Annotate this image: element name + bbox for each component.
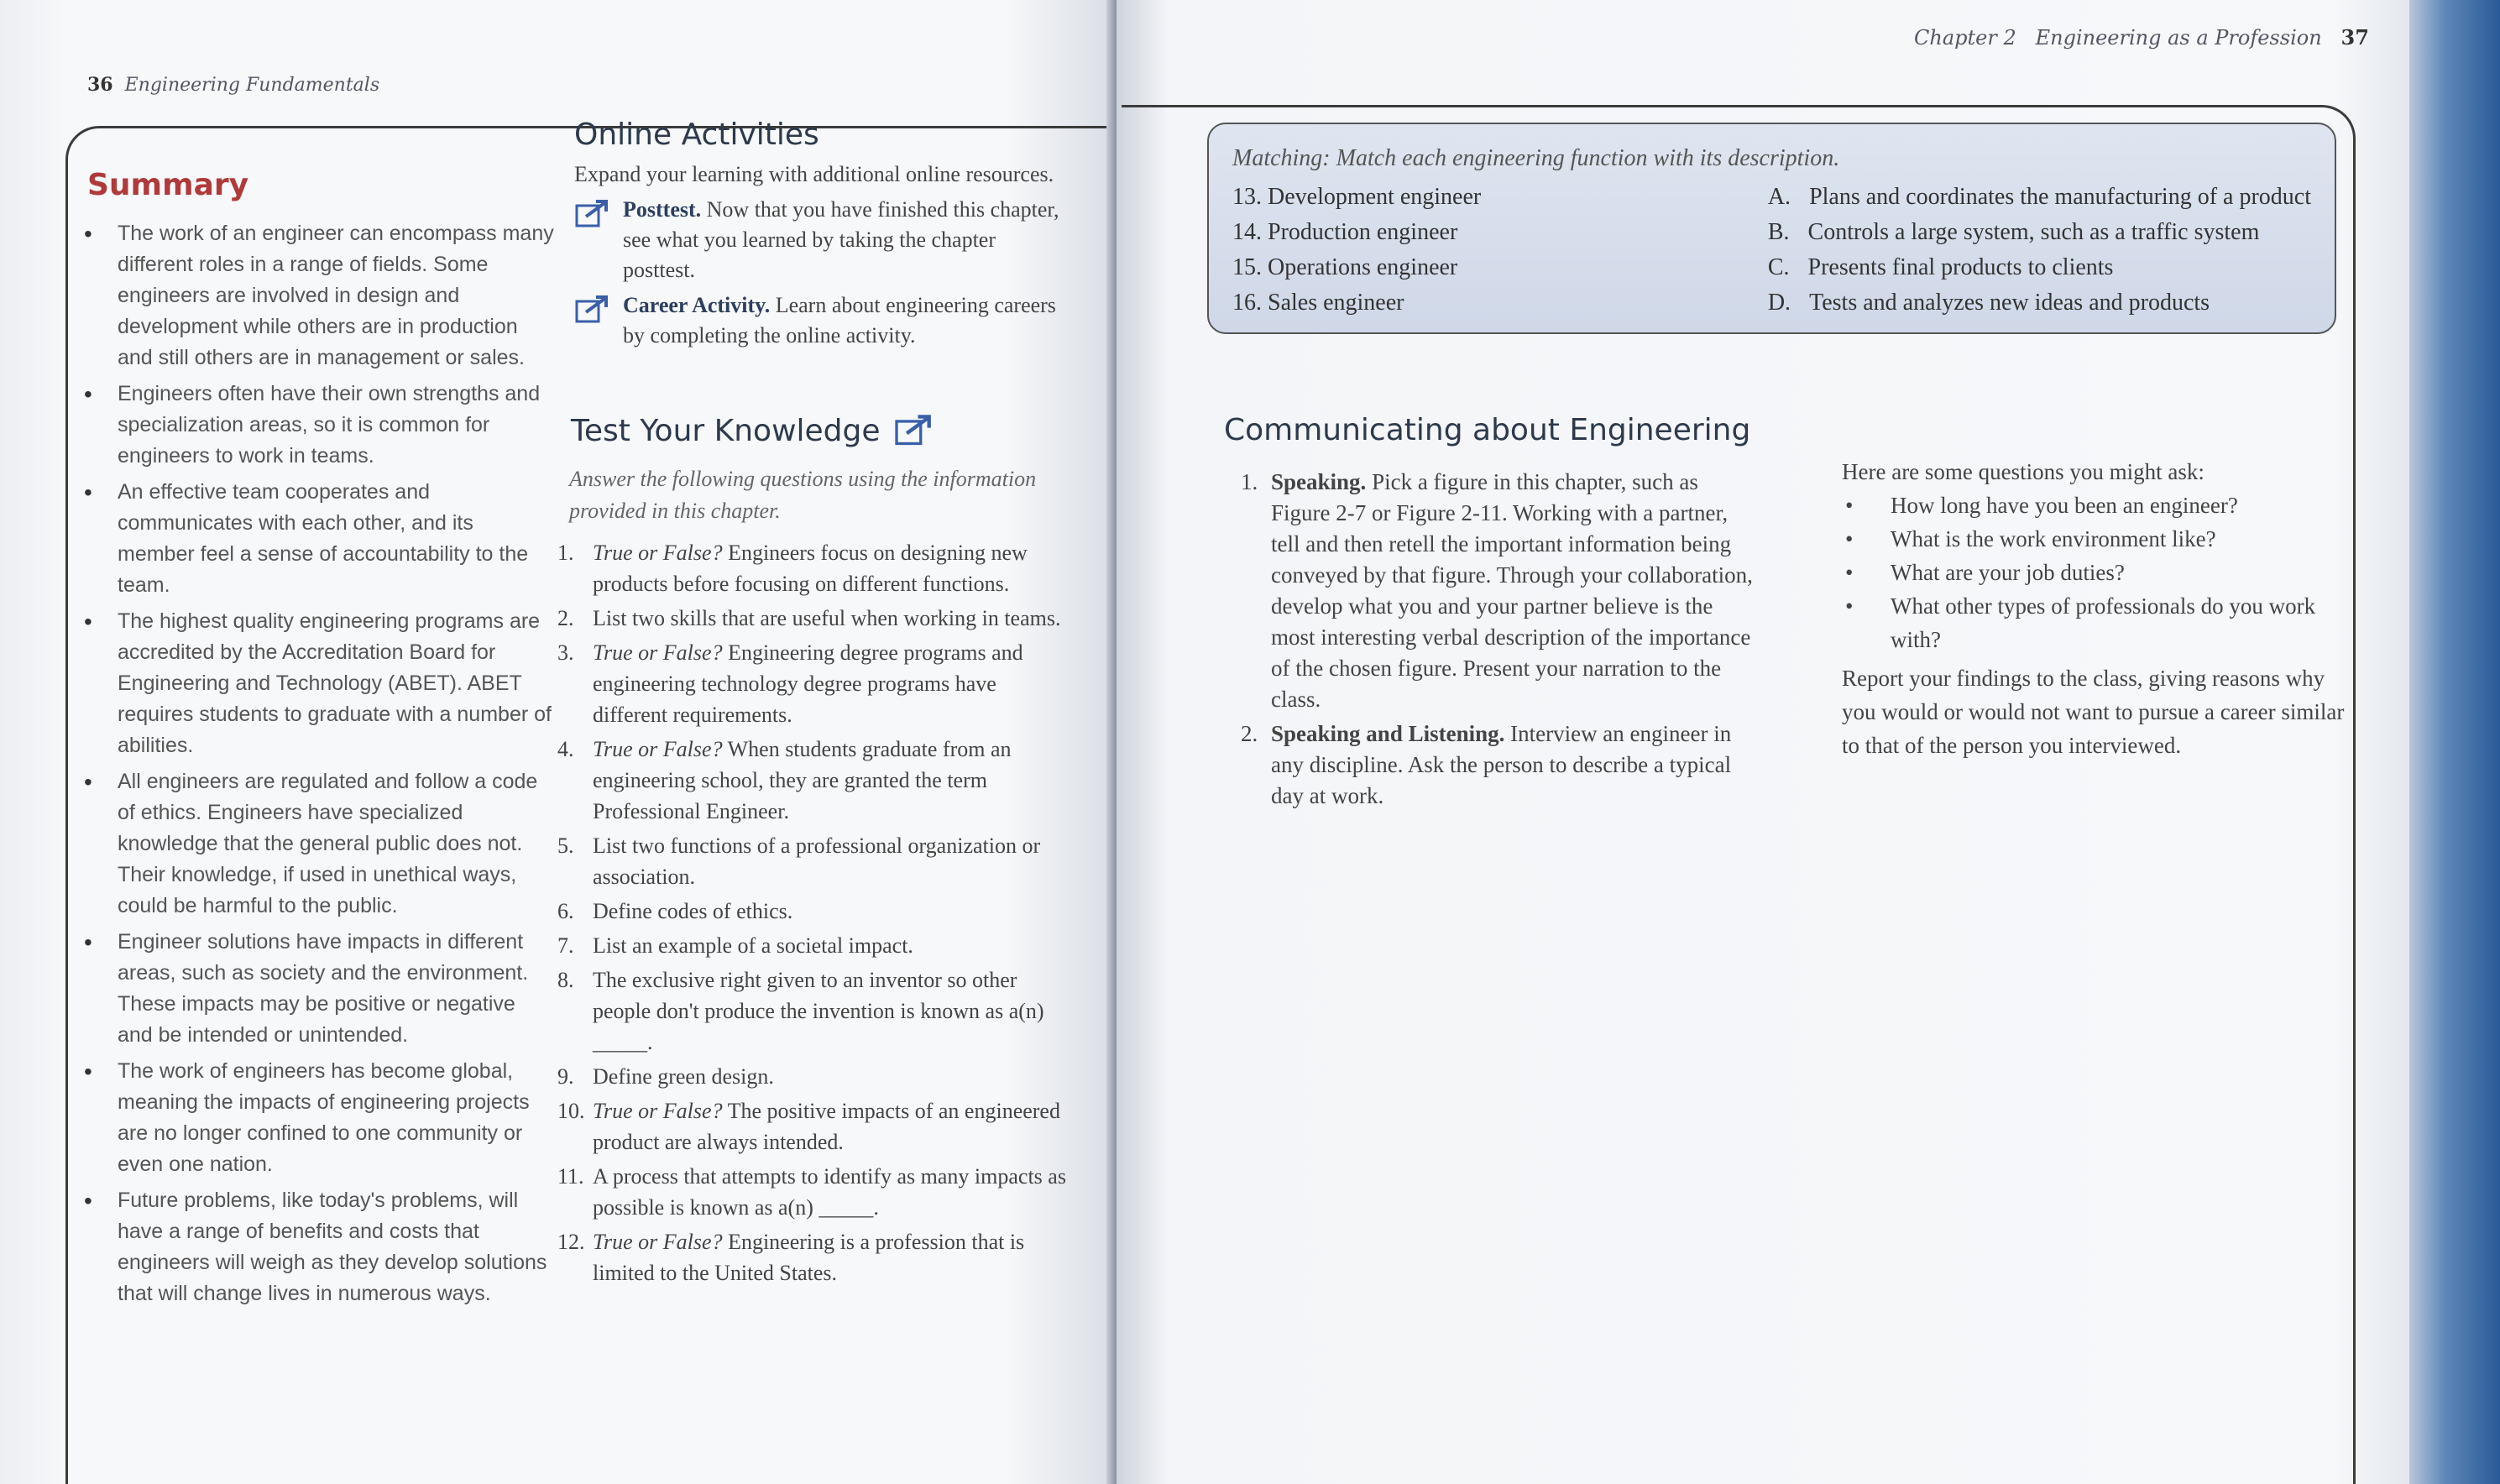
matching-term: 15. Operations engineer	[1232, 254, 1458, 280]
ask-intro: Here are some questions you might ask:	[1842, 459, 2204, 484]
matching-grid	[1232, 180, 2311, 321]
matching-box	[1207, 123, 2336, 334]
online-activities-intro: Expand your learning with additional online resources.	[574, 162, 1054, 186]
posttest-label: Posttest.	[623, 197, 702, 222]
test-knowledge-title: Test Your Knowledge	[571, 413, 881, 448]
summary-item: • An effective team cooperates and communicates with each other, and its member feel a sense of accountability to the team.	[84, 477, 554, 601]
matching-description: A. Plans and coordinates the manufacturing of a product	[1767, 184, 2311, 210]
right-running-head	[1914, 25, 2369, 50]
communicating-title: Communicating about Engineering	[1224, 413, 1751, 447]
background-edge	[2409, 0, 2500, 1484]
online-activities-title: Online Activities	[574, 118, 819, 152]
ask-question: • What other types of professionals do you work with?	[1842, 589, 2346, 656]
summary-item: • All engineers are regulated and follow a code of ethics. Engineers have specialized knowledge that the general public does not. Their knowledge, if used in unethical ways, could be harmful to the public.	[84, 766, 554, 922]
career-activity-text: Learn about engineering careers by completing the online activity.	[623, 293, 1056, 347]
posttest-activity[interactable]	[574, 195, 1070, 285]
question-item: 10. True or False? The positive impacts of an engineered product are always intended.	[557, 1099, 1060, 1154]
left-folio: 36	[87, 74, 113, 96]
question-item: 1. True or False? Engineers focus on designing new products before focusing on different functions.	[557, 541, 1028, 596]
test-knowledge-questions	[557, 537, 1070, 1292]
posttest-text: Now that you have finished this chapter, see what you learned by taking the chapter posttest.	[623, 197, 1059, 282]
question-item: 11. A process that attempts to identify as many impacts as possible is known as a(n) _____.	[557, 1164, 1066, 1220]
left-running-title: Engineering Fundamentals	[124, 75, 380, 96]
career-activity-label: Career Activity.	[623, 293, 771, 317]
matching-description: D. Tests and analyzes new ideas and products	[1767, 290, 2210, 316]
ask-question: • How long have you been an engineer?	[1842, 489, 2346, 522]
communicating-item: 2. Speaking and Listening. Interview an engineer in any discipline. Ask the person to describe a typical day at work.	[1241, 721, 1732, 808]
ask-questions	[1842, 489, 2346, 656]
question-item: 4. True or False? When students graduate from an engineering school, they are granted the term Professional Engineer.	[557, 737, 1012, 823]
question-item: 2. List two skills that are useful when working in teams.	[557, 606, 1061, 630]
external-link-icon[interactable]	[892, 413, 936, 448]
interview-questions-block	[1842, 455, 2346, 762]
online-activities-block	[574, 159, 1070, 351]
question-item: 12. True or False? Engineering is a profession that is limited to the United States.	[557, 1230, 1025, 1285]
summary-item: • The work of an engineer can encompass many different roles in a range of fields. Some engineers are involved in design and development while others are in production and still others are in management or sales.	[84, 218, 554, 374]
summary-list	[84, 218, 554, 1314]
communicating-list	[1241, 467, 1761, 815]
right-folio: 37	[2340, 25, 2369, 50]
career-activity[interactable]	[574, 290, 1070, 351]
right-running-title: Engineering as a Profession	[2035, 26, 2322, 50]
summary-item: • The highest quality engineering programs are accredited by the Accreditation Board for Engineering and Technology (ABET). ABET requires students to graduate with a number of abilities.	[84, 606, 554, 761]
matching-instructions: Matching: Match each engineering function with its description.	[1232, 145, 1840, 171]
summary-title: Summary	[87, 168, 249, 202]
test-knowledge-heading	[571, 413, 936, 448]
left-running-head	[87, 74, 379, 96]
matching-term: 13. Development engineer	[1232, 184, 1482, 210]
question-item: 8. The exclusive right given to an inventor so other people don't produce the invention is known as a(n) _____.	[557, 968, 1044, 1054]
question-item: 6. Define codes of ethics.	[557, 899, 793, 923]
report-text: Report your findings to the class, giving reasons why you would or would not want to pursue a career similar to that of the person you interviewed.	[1842, 666, 2345, 758]
matching-term: 14. Production engineer	[1232, 219, 1458, 245]
external-link-icon	[574, 198, 611, 230]
summary-item: • Engineer solutions have impacts in different areas, such as society and the environment. These impacts may be positive or negative and be intended or unintended.	[84, 927, 554, 1051]
summary-item: • The work of engineers has become global, meaning the impacts of engineering projects are no longer confined to one community or even one nation.	[84, 1056, 554, 1180]
matching-descriptions	[1768, 180, 2311, 321]
summary-item: • Future problems, like today's problems, will have a range of benefits and costs that engineers will weigh as they develop solutions that will change lives in numerous ways.	[84, 1185, 554, 1309]
question-item: 7. List an example of a societal impact.	[557, 933, 913, 958]
left-page	[0, 0, 1117, 1484]
matching-term: 16. Sales engineer	[1232, 290, 1404, 316]
matching-description: B. Controls a large system, such as a traffic system	[1767, 219, 2260, 245]
summary-item: • Engineers often have their own strengths and specialization areas, so it is common for engineers to work in teams.	[84, 379, 554, 472]
matching-terms	[1232, 180, 1481, 321]
external-link-icon	[574, 294, 611, 326]
question-item: 5. List two functions of a professional organization or association.	[557, 833, 1041, 889]
communicating-item: 1. Speaking. Pick a figure in this chapter, such as Figure 2-7 or Figure 2-11. Working with a partner, tell and then retell the important information being conveyed by that figure. Through your collaboration, develop what you and your partner believe is the most interesting verbal description of the importance of the chosen figure. Present your narration to the class.	[1241, 469, 1753, 712]
test-knowledge-instructions: Answer the following questions using the information provided in this chapter.	[569, 467, 1037, 523]
ask-question: • What are your job duties?	[1842, 556, 2346, 589]
question-item: 9. Define green design.	[557, 1064, 774, 1089]
chapter-label: Chapter 2	[1914, 26, 2016, 50]
ask-question: • What is the work environment like?	[1842, 522, 2346, 556]
question-item: 3. True or False? Engineering degree programs and engineering technology degree programs have different requirements.	[557, 640, 1023, 727]
matching-description: C. Presents final products to clients	[1767, 254, 2114, 280]
